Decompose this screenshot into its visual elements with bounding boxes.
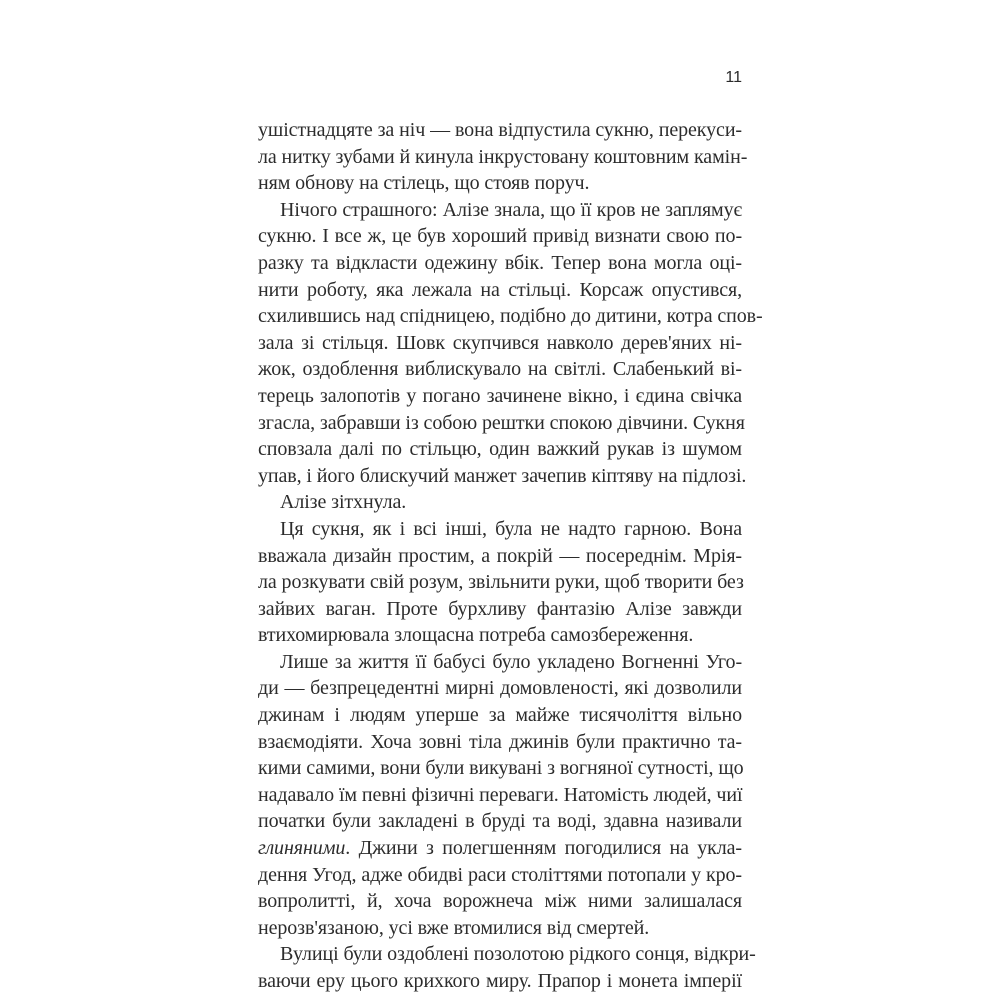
page-number: 11 <box>725 69 742 86</box>
text-line: нити роботу, яка лежала на стільці. Корсаж опустився, <box>258 278 742 301</box>
text-line: упав, і його блискучий манжет зачепив кіптяву на підлозі. <box>258 464 747 487</box>
italic-term: глиняними <box>258 837 346 860</box>
text-line: зала зі стільця. Шовк скупчився навколо дерев'яних ні- <box>258 331 742 354</box>
text-line: жок, оздоблення виблискувало на світлі. Слабенький ві- <box>258 358 742 381</box>
text-line: вважала дизайн простим, а покрій — посереднім. Мрія- <box>258 544 742 567</box>
text-line: вопролитті, й, хоча ворожнеча між ними залишалася <box>258 890 742 913</box>
text-line: ла нитку зубами й кинула інкрустовану коштовним камін- <box>258 145 748 168</box>
text-line: взаємодіяти. Хоча зовні тіла джинів були практично та- <box>258 730 742 753</box>
text-line: ваючи еру цього крихкого миру. Прапор і монета імперії <box>258 970 742 992</box>
body-text <box>258 117 763 995</box>
text-line: разку та відкласти одежину вбік. Тепер вона могла оці- <box>258 251 742 274</box>
text-line: нерозв'язаною, усі вже втомилися від смертей. <box>258 916 650 939</box>
text-line: ням обнову на стілець, що стояв поруч. <box>258 172 590 195</box>
text-line: надавало їм певні фізичні переваги. Натомість людей, чиї <box>258 783 743 806</box>
paragraph-first-line: Нічого страшного: Алізе знала, що її кров не заплямує <box>280 198 742 221</box>
text-line <box>258 835 742 862</box>
text-line: ди — безпрецедентні мирні домовленості, які дозволили <box>258 677 742 700</box>
text-line: початки були закладені в бруді та воді, здавна називали <box>258 810 742 833</box>
text-line: ушістнадцяте за ніч — вона відпустила сукню, перекуси- <box>258 119 742 141</box>
text-line: згасла, забравши із собою рештки спокою дівчини. Сукня <box>258 411 745 434</box>
text-line: джинам і людям уперше за майже тисячоліття вільно <box>258 704 742 727</box>
text-line: терець залопотів у погано зачинене вікно, і єдина свічка <box>258 384 742 407</box>
text-fragment: . Джини з полегшенням погодилися на укла- <box>345 837 742 860</box>
text-line: дення Угод, адже обидві раси століттями потопали у кро- <box>258 863 742 886</box>
paragraph-first-line: Лише за життя її бабусі було укладено Вогненні Уго- <box>280 650 742 673</box>
text-line: сукню. І все ж, це був хороший привід визнати свою по- <box>258 225 742 248</box>
text-line: ла розкувати свій розум, звільнити руки, щоб творити без <box>258 571 744 594</box>
text-line: втихомирювала злощасна потреба самозбереження. <box>258 624 694 647</box>
text-line: зайвих ваган. Проте бурхливу фантазію Алізе завжди <box>258 597 742 620</box>
text-line: кими самими, вони були викувані з вогняної сутності, що <box>258 757 744 780</box>
text-line: сповзала далі по стільцю, один важкий рукав із шумом <box>258 438 742 461</box>
paragraph-first-line: Ця сукня, як і всі інші, була не надто гарною. Вона <box>280 517 742 540</box>
paragraph-first-line: Алізе зітхнула. <box>280 491 407 514</box>
text-line: схилившись над спідницею, подібно до дитини, котра спов- <box>258 305 763 328</box>
paragraph-first-line: Вулиці були оздоблені позолотою рідкого сонця, відкри- <box>280 943 756 966</box>
